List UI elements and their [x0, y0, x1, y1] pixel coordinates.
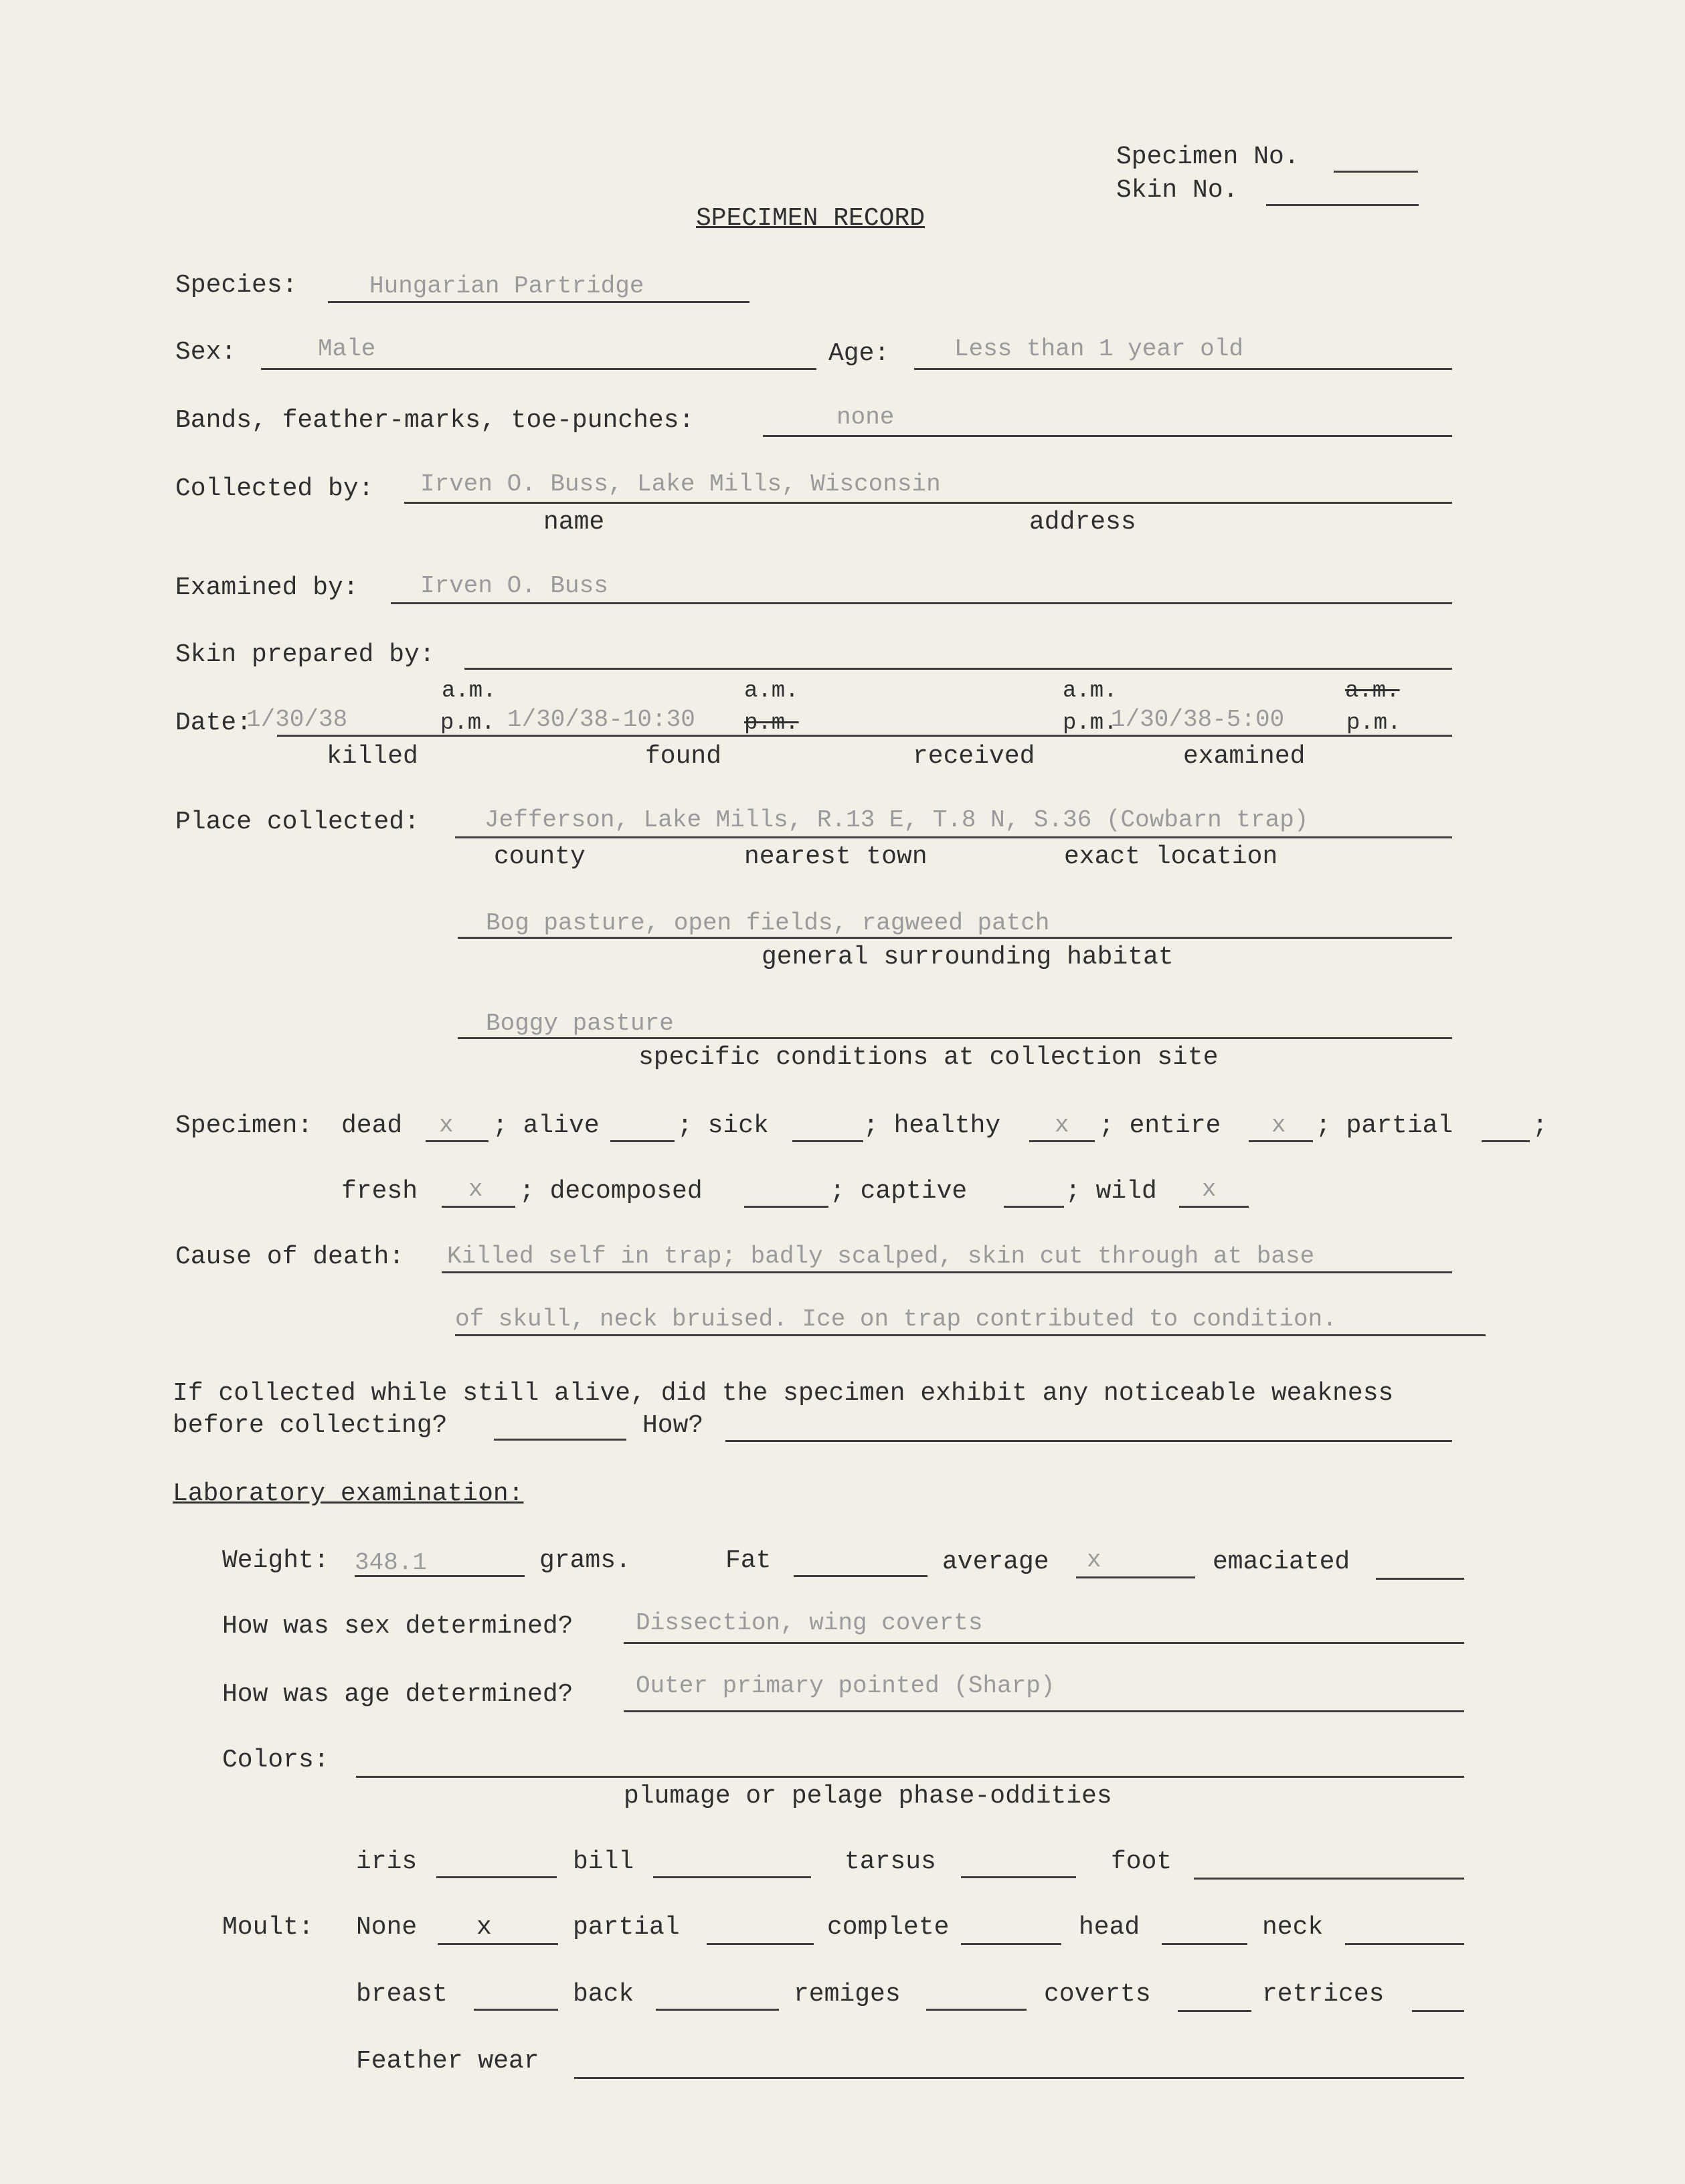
age-determined-answer: Outer primary pointed (Sharp) [636, 1672, 1055, 1700]
healthy-mark: x [1055, 1111, 1069, 1139]
age-determined-line [624, 1710, 1464, 1712]
place-label: Place collected: [175, 808, 420, 836]
colors-label: Colors: [222, 1746, 329, 1774]
average-mark: x [1087, 1546, 1101, 1574]
skin-prepared-label: Skin prepared by: [175, 640, 435, 669]
lab-title: Laboratory examination: [173, 1479, 524, 1508]
collected-by-value: Irven O. Buss, Lake Mills, Wisconsin [420, 470, 941, 498]
date-pm-4: p.m. [1346, 711, 1401, 736]
date-am-4: a.m. [1345, 678, 1400, 704]
place-location-caption: exact location [1064, 842, 1278, 871]
moult-neck-line [1345, 1943, 1464, 1945]
habitat-value: Bog pasture, open fields, ragweed patch [486, 909, 1050, 937]
cause-line-2 [455, 1334, 1486, 1336]
moult-remiges-label: remiges [794, 1980, 901, 2009]
bill-label: bill [573, 1847, 634, 1876]
weight-value: 348.1 [355, 1549, 428, 1576]
skin-prepared-line [464, 668, 1452, 670]
moult-none-label: None [356, 1913, 418, 1942]
species-value: Hungarian Partridge [369, 272, 644, 300]
colors-line [356, 1776, 1464, 1778]
sex-line [261, 368, 816, 370]
alive-question-line2: before collecting? [173, 1411, 448, 1440]
cause-line-1 [442, 1271, 1452, 1273]
specimen-dead-label: dead [341, 1111, 403, 1140]
wild-mark: x [1202, 1176, 1217, 1203]
date-pm-3: p.m. [1063, 711, 1118, 736]
species-label: Species: [175, 271, 298, 300]
captive-line [1004, 1206, 1064, 1208]
iris-label: iris [356, 1847, 418, 1876]
average-label: average [942, 1548, 1049, 1576]
date-pm-1: p.m. [440, 711, 495, 736]
fresh-mark: x [468, 1176, 483, 1203]
plumage-caption: plumage or pelage phase-oddities [624, 1782, 1112, 1811]
habitat-caption: general surrounding habitat [762, 943, 1174, 972]
age-determined-question: How was age determined? [222, 1680, 573, 1709]
date-killed-value: 1/30/38 [246, 706, 348, 733]
alive-how-line [725, 1440, 1452, 1442]
moult-head-label: head [1079, 1913, 1140, 1942]
fat-label: Fat [725, 1546, 772, 1575]
wild-line [1179, 1206, 1249, 1208]
emaciated-line [1376, 1578, 1464, 1580]
sex-determined-line [624, 1642, 1464, 1644]
healthy-line [1029, 1140, 1095, 1142]
skin-no-label: Skin No. [1116, 176, 1239, 205]
age-line [914, 368, 1452, 370]
feather-wear-line [574, 2077, 1464, 2079]
specimen-wild-label: ; wild [1065, 1177, 1157, 1206]
moult-none-mark: x [476, 1913, 492, 1942]
iris-line [436, 1876, 557, 1878]
alive-line [610, 1140, 675, 1142]
alive-how-label: How? [642, 1411, 704, 1440]
date-am-3: a.m. [1063, 678, 1118, 704]
bands-line [763, 435, 1452, 437]
date-label: Date: [175, 709, 252, 737]
habitat-line [458, 937, 1452, 939]
place-town-caption: nearest town [744, 842, 927, 871]
bill-line [653, 1876, 811, 1878]
date-examined-caption: examined [1183, 742, 1306, 771]
specimen-entire-label: ; entire [1099, 1111, 1221, 1140]
moult-breast-label: breast [356, 1980, 448, 2009]
moult-partial-line [707, 1943, 814, 1945]
emaciated-label: emaciated [1213, 1548, 1350, 1576]
moult-label: Moult: [222, 1913, 314, 1942]
specimen-no-label: Specimen No. [1116, 143, 1300, 171]
feather-wear-label: Feather wear [356, 2047, 539, 2076]
partial-line [1482, 1140, 1530, 1142]
species-line [328, 301, 749, 303]
moult-neck-label: neck [1262, 1913, 1324, 1942]
moult-none-line [438, 1943, 558, 1945]
entire-line [1249, 1140, 1313, 1142]
place-line [455, 836, 1452, 838]
specimen-no-line [1334, 171, 1418, 173]
skin-no-line [1266, 204, 1419, 206]
moult-back-label: back [573, 1980, 634, 2009]
moult-retrices-line [1412, 2010, 1464, 2012]
date-found-caption: found [645, 742, 722, 771]
weight-label: Weight: [222, 1546, 329, 1575]
place-value: Jefferson, Lake Mills, R.13 E, T.8 N, S.36 (Cowbarn trap) [484, 806, 1309, 834]
moult-back-line [656, 2009, 779, 2011]
bands-label: Bands, feather-marks, toe-punches: [175, 406, 695, 435]
site-line [458, 1037, 1452, 1039]
date-received-caption: received [913, 742, 1035, 771]
cause-value-2: of skull, neck bruised. Ice on trap contributed to condition. [455, 1305, 1337, 1333]
date-am-1: a.m. [442, 678, 497, 704]
specimen-row-end: ; [1532, 1111, 1548, 1140]
specimen-healthy-label: ; healthy [863, 1111, 1001, 1140]
specimen-decomposed-label: ; decomposed [519, 1177, 703, 1206]
grams-label: grams. [539, 1546, 631, 1575]
specimen-alive-label: ; alive [493, 1111, 600, 1140]
date-found-value: 1/30/38-10:30 [507, 706, 695, 733]
sick-line [792, 1140, 863, 1142]
dead-mark: x [439, 1111, 454, 1139]
specimen-captive-label: ; captive [830, 1177, 968, 1206]
moult-remiges-line [926, 2009, 1027, 2011]
moult-partial-label: partial [573, 1913, 680, 1942]
foot-line [1194, 1878, 1464, 1880]
sex-label: Sex: [175, 338, 237, 367]
examined-by-value: Irven O. Buss [420, 572, 608, 600]
specimen-fresh-label: fresh [341, 1177, 418, 1206]
fat-line [794, 1575, 927, 1577]
examined-by-label: Examined by: [175, 573, 359, 602]
moult-complete-line [961, 1943, 1061, 1945]
collector-name-caption: name [543, 508, 605, 537]
tarsus-label: tarsus [845, 1847, 936, 1876]
moult-retrices-label: retrices [1262, 1980, 1385, 2009]
sex-determined-question: How was sex determined? [222, 1612, 573, 1641]
moult-complete-label: complete [827, 1913, 950, 1942]
age-label: Age: [828, 339, 890, 368]
foot-label: foot [1111, 1847, 1172, 1876]
fresh-line [442, 1206, 515, 1208]
sex-determined-answer: Dissection, wing coverts [636, 1609, 983, 1637]
average-line [1076, 1576, 1195, 1578]
site-value: Boggy pasture [486, 1010, 674, 1037]
collector-address-caption: address [1029, 508, 1136, 537]
alive-answer-line [494, 1439, 626, 1441]
bands-value: none [836, 403, 895, 431]
tarsus-line [961, 1876, 1076, 1878]
moult-breast-line [474, 2009, 558, 2011]
dead-line [426, 1140, 489, 1142]
date-am-2: a.m. [744, 678, 799, 704]
date-examined-value: 1/30/38-5:00 [1111, 706, 1285, 733]
specimen-sick-label: ; sick [677, 1111, 769, 1140]
alive-question-line1: If collected while still alive, did the specimen exhibit any noticeable weakness [173, 1379, 1394, 1408]
examined-by-line [391, 602, 1452, 604]
page-title: SPECIMEN RECORD [696, 204, 925, 233]
moult-coverts-label: coverts [1044, 1980, 1151, 2009]
moult-head-line [1162, 1943, 1247, 1945]
date-killed-caption: killed [327, 742, 418, 771]
specimen-partial-label: ; partial [1316, 1111, 1453, 1140]
site-caption: specific conditions at collection site [638, 1043, 1219, 1072]
entire-mark: x [1271, 1111, 1286, 1139]
specimen-label: Specimen: [175, 1111, 313, 1140]
age-value: Less than 1 year old [954, 335, 1244, 363]
cause-value-1: Killed self in trap; badly scalped, skin cut through at base [447, 1243, 1315, 1270]
decomposed-line [744, 1206, 828, 1208]
place-county-caption: county [494, 842, 586, 871]
collected-by-label: Collected by: [175, 474, 374, 503]
date-pm-2: p.m. [744, 711, 799, 736]
sex-value: Male [318, 335, 376, 363]
cause-label: Cause of death: [175, 1243, 405, 1271]
moult-coverts-line [1178, 2010, 1251, 2012]
collected-by-line [404, 502, 1452, 504]
